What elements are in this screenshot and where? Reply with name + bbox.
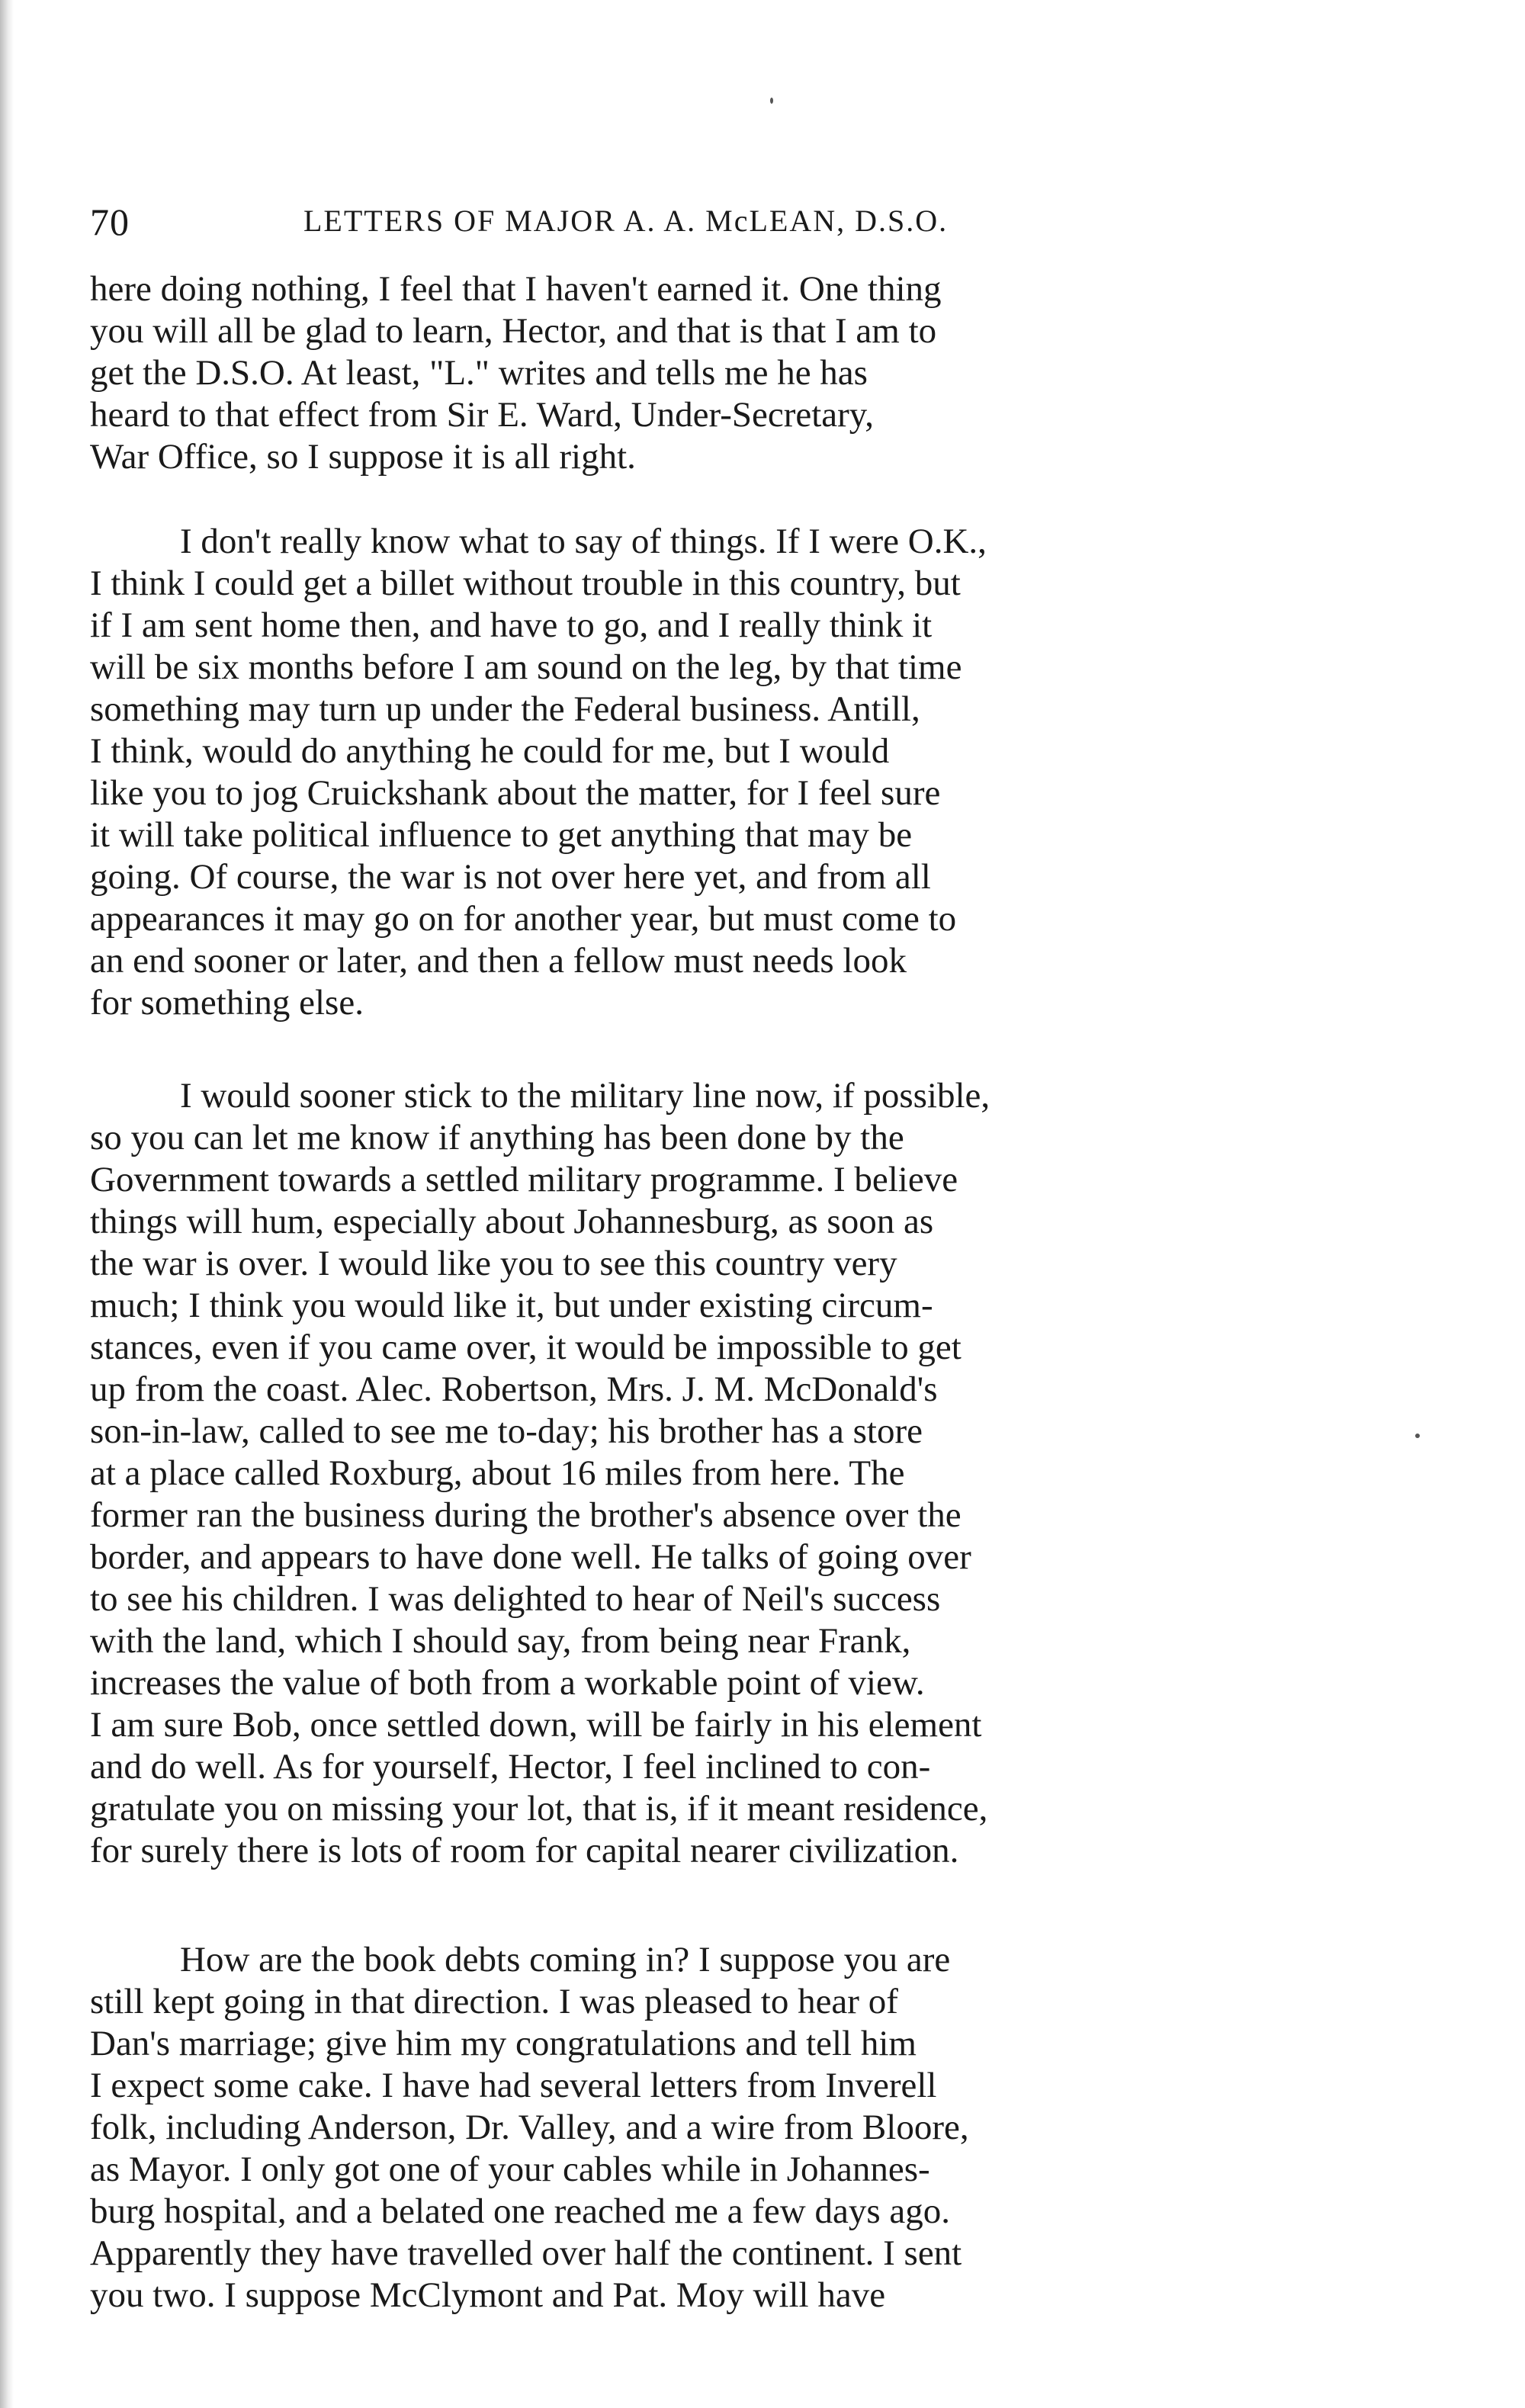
text-line: and do well. As for yourself, Hector, I feel inclined to con- [90, 1747, 931, 1787]
text-line: things will hum, especially about Johannesburg, as soon as [90, 1202, 934, 1241]
stray-ink-mark [1415, 1434, 1420, 1438]
text-line: I think I could get a billet without trouble in this country, but [90, 563, 961, 603]
text-line: an end sooner or later, and then a fellow must needs look [90, 941, 907, 981]
text-line: burg hospital, and a belated one reached me a few days ago. [90, 2191, 950, 2231]
text-line: son-in-law, called to see me to-day; his brother has a store [90, 1411, 923, 1451]
text-line: Government towards a settled military programme. I believe [90, 1160, 958, 1199]
text-line: as Mayor. I only got one of your cables while in Johannes- [90, 2150, 930, 2189]
text-line: stances, even if you came over, it would be impossible to get [90, 1328, 962, 1367]
text-line: like you to jog Cruickshank about the matter, for I feel sure [90, 773, 941, 813]
page-left-edge-shadow [0, 0, 14, 2408]
text-line: War Office, so I suppose it is all right. [90, 437, 636, 477]
text-line: I don't really know what to say of things. If I were O.K., [180, 522, 987, 561]
text-line: appearances it may go on for another year, but must come to [90, 899, 957, 939]
text-line: if I am sent home then, and have to go, and I really think it [90, 605, 933, 645]
text-line: I think, would do anything he could for me, but I would [90, 731, 890, 771]
text-line: get the D.S.O. At least, "L." writes and tells me he has [90, 353, 868, 393]
text-line: something may turn up under the Federal business. Antill, [90, 689, 920, 729]
text-line: you two. I suppose McClymont and Pat. Moy will have [90, 2275, 886, 2315]
text-line: at a place called Roxburg, about 16 miles from here. The [90, 1453, 905, 1493]
text-line: I am sure Bob, once settled down, will be fairly in his element [90, 1705, 982, 1745]
text-line: with the land, which I should say, from being near Frank, [90, 1621, 911, 1661]
text-line: folk, including Anderson, Dr. Valley, and a wire from Bloore, [90, 2108, 969, 2147]
text-line: here doing nothing, I feel that I haven't earned it. One thing [90, 269, 942, 309]
text-line: increases the value of both from a workable point of view. [90, 1663, 925, 1703]
text-line: gratulate you on missing your lot, that is, if it meant residence, [90, 1789, 988, 1828]
paragraph-4 [90, 1939, 1287, 2316]
text-line: Apparently they have travelled over half the continent. I sent [90, 2233, 962, 2273]
text-line: border, and appears to have done well. He talks of going over [90, 1537, 971, 1577]
text-line: former ran the business during the brother's absence over the [90, 1495, 962, 1535]
text-line: to see his children. I was delighted to hear of Neil's success [90, 1579, 941, 1619]
text-line: for something else. [90, 983, 364, 1023]
text-line: How are the book debts coming in? I suppose you are [180, 1940, 951, 1979]
running-head: LETTERS OF MAJOR A. A. McLEAN, D.S.O. [303, 204, 949, 238]
text-line: much; I think you would like it, but under existing circum- [90, 1286, 933, 1325]
paragraph-3 [90, 1075, 1287, 1872]
paragraph-1 [90, 268, 1287, 478]
text-line: I expect some cake. I have had several letters from Inverell [90, 2066, 937, 2105]
text-line: I would sooner stick to the military line now, if possible, [180, 1076, 990, 1116]
text-line: going. Of course, the war is not over here yet, and from all [90, 857, 931, 897]
text-line: for surely there is lots of room for capital nearer civilization. [90, 1831, 959, 1870]
text-line: Dan's marriage; give him my congratulations and tell him [90, 2024, 917, 2063]
page-header [90, 200, 1295, 246]
text-line: it will take political influence to get anything that may be [90, 815, 913, 855]
text-line: up from the coast. Alec. Robertson, Mrs. J. M. McDonald's [90, 1369, 938, 1409]
paragraph-2 [90, 521, 1287, 1024]
page-number: 70 [90, 201, 130, 243]
text-line: heard to that effect from Sir E. Ward, Under-Secretary, [90, 395, 874, 435]
text-line: so you can let me know if anything has been done by the [90, 1118, 904, 1157]
text-line: you will all be glad to learn, Hector, and that is that I am to [90, 311, 937, 351]
text-line: the war is over. I would like you to see this country very [90, 1244, 897, 1283]
text-line: will be six months before I am sound on the leg, by that time [90, 647, 962, 687]
stray-ink-mark [770, 98, 773, 104]
text-line: still kept going in that direction. I was pleased to hear of [90, 1982, 898, 2021]
